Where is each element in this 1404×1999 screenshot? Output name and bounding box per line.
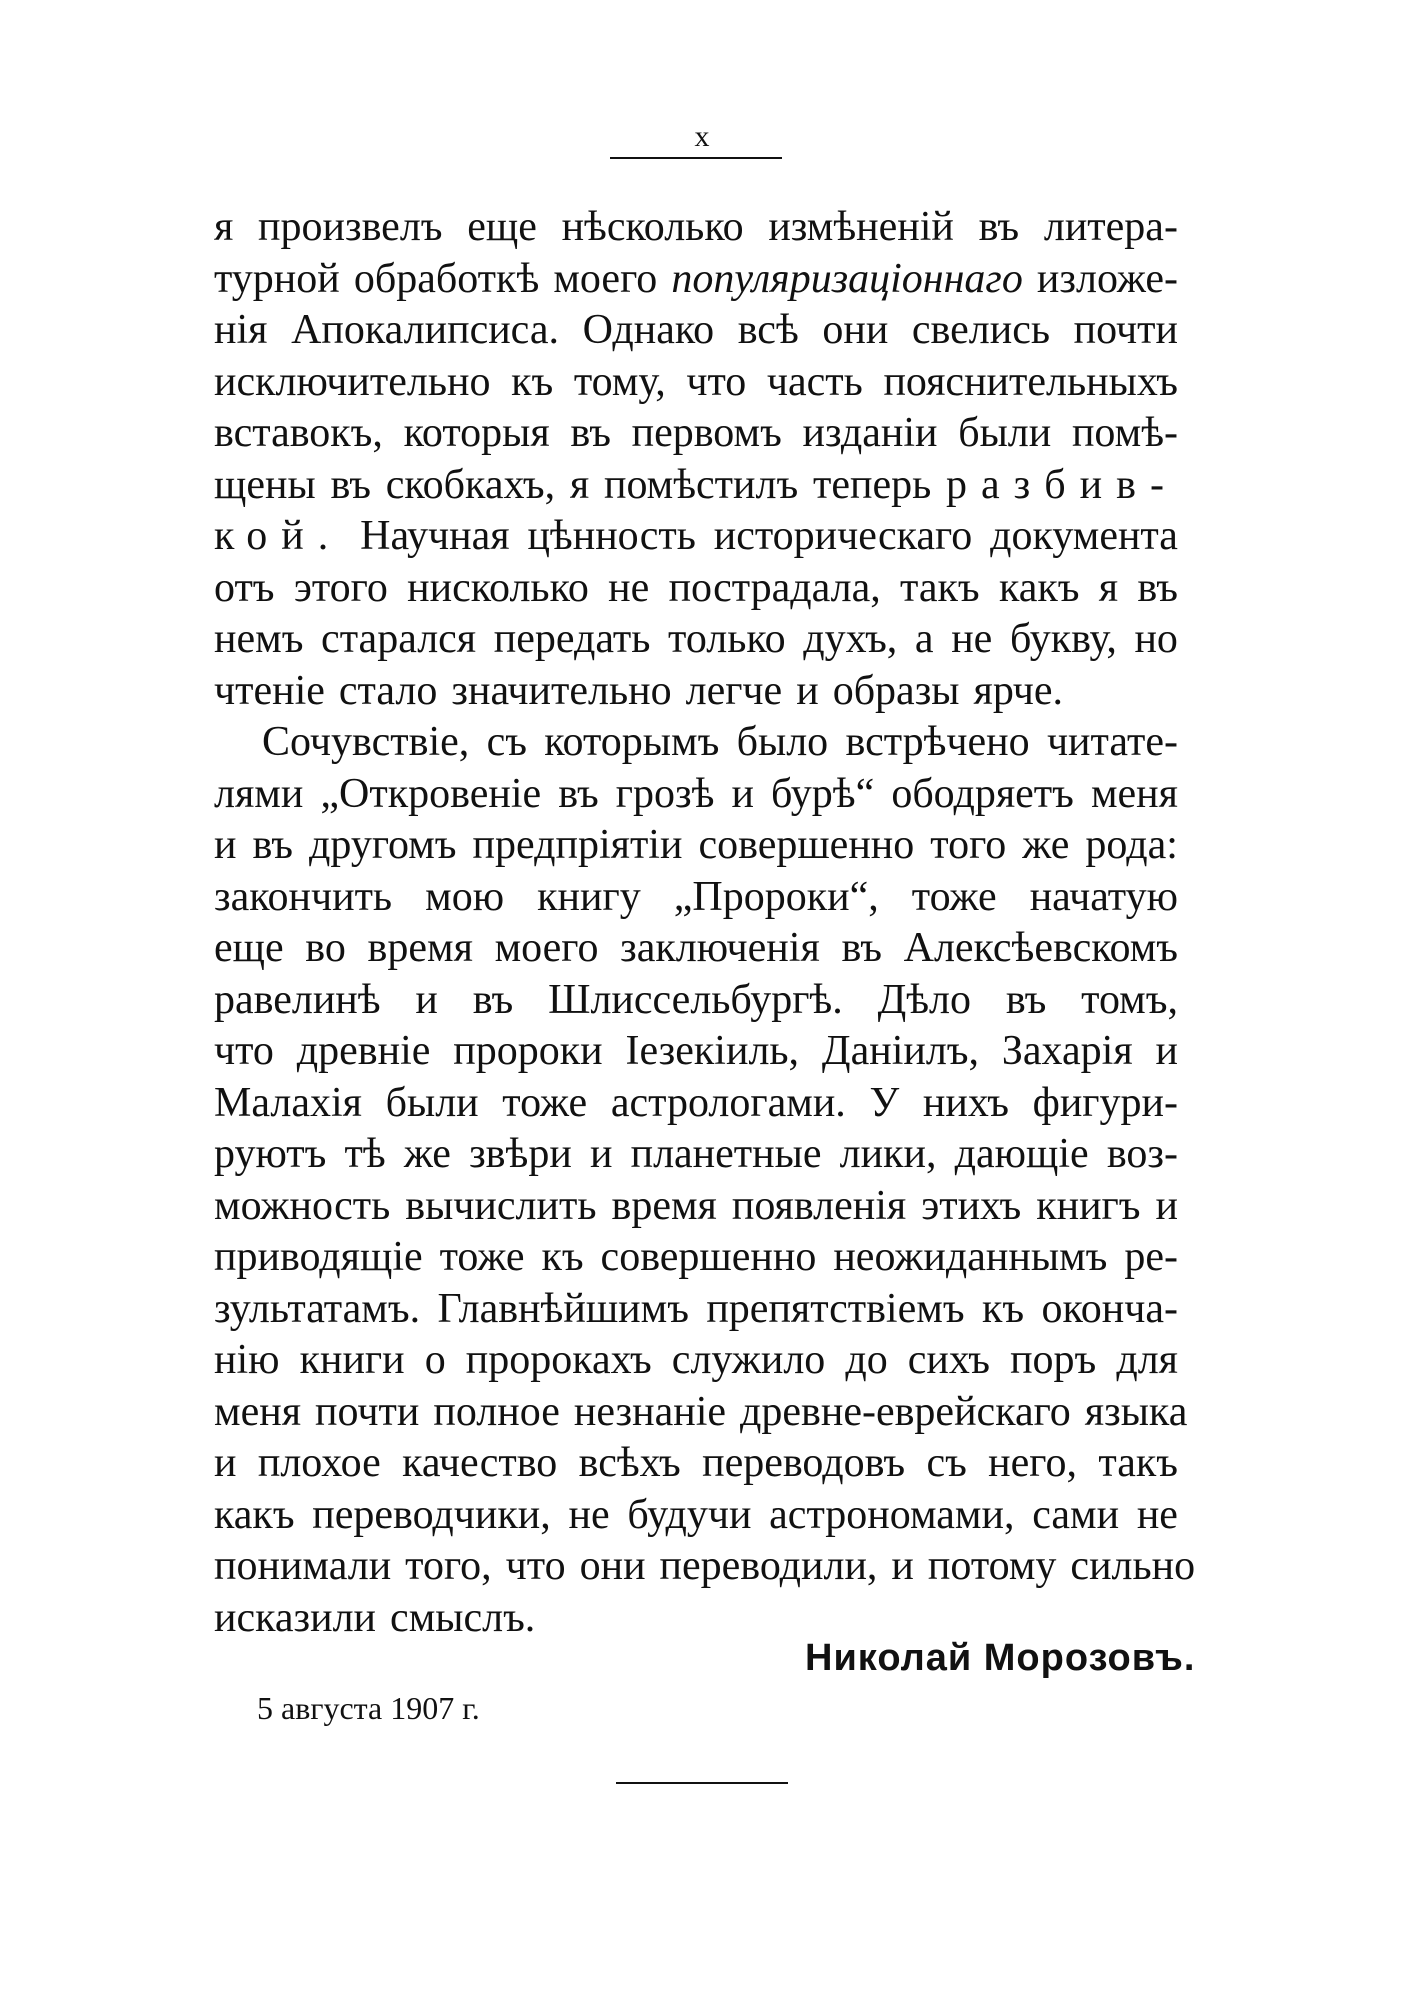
text-line — [214, 614, 1178, 666]
text-word: исключительно — [214, 358, 491, 405]
text-word: читате- — [1046, 719, 1178, 765]
text-word: меня — [1090, 770, 1178, 817]
text-word: моего — [494, 925, 599, 971]
text-word: зультатамъ. — [214, 1285, 421, 1332]
text-word: можность — [214, 1182, 391, 1229]
text-word: переводчики, — [312, 1491, 551, 1538]
text-word: моего — [553, 255, 658, 302]
text-word: препятствіемъ — [706, 1285, 965, 1332]
text-word: образы — [832, 667, 960, 714]
text-word: Сочувствіе, — [262, 719, 470, 765]
text-word: же — [403, 1131, 451, 1177]
text-word: цѣнность — [527, 513, 696, 559]
text-word: измѣненій — [768, 204, 954, 250]
text-word: меня — [214, 1388, 302, 1435]
text-word: что — [214, 1028, 274, 1074]
text-word: воз- — [1106, 1131, 1178, 1177]
text-word: томъ, — [1081, 976, 1178, 1023]
text-line — [214, 1181, 1178, 1233]
text-word: заключенія — [620, 925, 820, 971]
text-word: что — [505, 1543, 566, 1589]
text-word: турной — [214, 255, 340, 302]
text-word: качество — [402, 1440, 558, 1486]
text-word: скобкахъ, — [385, 461, 556, 508]
text-line — [214, 408, 1178, 460]
text-word: него, — [988, 1440, 1077, 1486]
text-word: поръ — [1010, 1337, 1097, 1383]
text-word: вставокъ, — [214, 410, 383, 456]
text-word: Шлиссельбургѣ. — [548, 976, 843, 1023]
text-word: того — [930, 822, 1007, 868]
text-word: служило — [671, 1337, 826, 1383]
text-word: для — [1116, 1337, 1178, 1383]
text-word: планетные — [630, 1131, 822, 1177]
text-word: пострадала, — [668, 564, 881, 611]
text-word: рода: — [1085, 822, 1178, 868]
top-rule — [610, 157, 782, 159]
text-word: къ — [511, 358, 554, 405]
text-word: этого — [293, 564, 388, 611]
text-word: свелись — [911, 307, 1050, 353]
text-word: не — [1136, 1491, 1178, 1538]
text-word: древне-еврейскаго — [740, 1388, 1071, 1435]
text-word: астрологами. — [610, 1079, 846, 1126]
text-word: лями — [214, 770, 304, 817]
text-word: къ — [981, 1285, 1025, 1332]
text-word: плохое — [257, 1440, 381, 1486]
text-word: нисколько — [407, 564, 589, 611]
text-word: немъ — [214, 616, 304, 662]
text-word: еще — [214, 925, 284, 971]
text-word: нихъ — [922, 1079, 1009, 1126]
text-word: и — [891, 1543, 914, 1589]
text-line — [214, 305, 1178, 357]
text-word: первомъ — [631, 410, 782, 456]
text-word: почти — [1073, 307, 1178, 353]
text-word: и — [589, 1131, 613, 1177]
text-word: во — [305, 925, 346, 971]
text-word: теперь — [812, 461, 932, 508]
text-word: которыя — [403, 410, 550, 456]
text-word: Малахія — [214, 1079, 362, 1126]
text-word: помѣ- — [1071, 410, 1178, 456]
text-word: которымъ — [544, 719, 720, 765]
text-word: нія — [214, 307, 268, 353]
text-word: въ — [841, 925, 882, 971]
text-word: начатую — [1029, 873, 1178, 920]
text-line — [214, 1026, 1178, 1078]
text-word: Захарія — [1001, 1028, 1133, 1074]
text-word: я — [1098, 564, 1119, 611]
text-word: Апокалипсиса. — [291, 307, 559, 353]
text-word: какъ — [998, 564, 1080, 611]
text-word: и — [1155, 1028, 1178, 1074]
text-word: изложе- — [1036, 255, 1178, 302]
text-word: время — [367, 925, 473, 971]
text-word: этихъ — [921, 1182, 1022, 1229]
text-word: „Пророки“, — [673, 873, 879, 920]
text-word: Научная — [360, 513, 510, 559]
text-word: мою — [425, 873, 505, 920]
text-line — [214, 1284, 1178, 1336]
text-word: незнаніе — [573, 1388, 727, 1435]
text-word: и — [214, 1440, 237, 1486]
text-word: документа — [990, 513, 1178, 559]
text-word: въ — [1005, 976, 1047, 1023]
text-word: нѣсколько — [561, 204, 744, 250]
text-word: Алексѣевскомъ — [903, 925, 1178, 971]
text-line — [214, 511, 1178, 563]
text-word: въ — [570, 410, 611, 456]
text-word: У — [869, 1079, 900, 1126]
text-word: въ — [558, 770, 599, 817]
text-line — [214, 1129, 1178, 1181]
text-word: Даніилъ, — [821, 1028, 980, 1074]
page-number: x — [694, 120, 710, 153]
text-word: совершенно — [600, 1234, 817, 1280]
text-word: историческаго — [713, 513, 973, 559]
text-word: руютъ — [214, 1131, 327, 1177]
text-word: помѣстилъ — [603, 461, 799, 508]
text-word: изданіи — [802, 410, 938, 456]
text-word: чтеніе — [214, 667, 325, 714]
text-word: другомъ — [309, 822, 457, 868]
text-word: предпріятіи — [472, 822, 683, 868]
text-word: же — [1022, 822, 1070, 868]
text-word: а — [914, 616, 934, 662]
text-word: они — [579, 1543, 646, 1589]
text-word: я — [214, 204, 234, 250]
text-word: встрѣчено — [845, 719, 1030, 765]
text-line — [214, 460, 1178, 512]
text-word: древніе — [296, 1028, 431, 1074]
text-word: всѣхъ — [578, 1440, 681, 1486]
text-word: было — [736, 719, 829, 765]
text-word: старался — [321, 616, 477, 662]
text-word: тому, — [573, 358, 666, 405]
text-word: того, — [405, 1543, 492, 1589]
text-line — [214, 254, 1178, 306]
text-word: лики, — [839, 1131, 937, 1177]
text-word: о — [424, 1337, 446, 1383]
text-word: пояснительныхъ — [883, 358, 1178, 405]
text-word: такъ — [900, 564, 980, 611]
text-word: всѣ — [737, 307, 799, 353]
text-word: почти — [315, 1388, 420, 1435]
text-word: разбив- — [946, 461, 1178, 508]
text-word: тѣ — [344, 1131, 386, 1177]
text-line — [214, 923, 1178, 975]
text-word: букву, — [1009, 616, 1117, 662]
text-word: обработкѣ — [353, 255, 540, 302]
text-word: не — [568, 1491, 610, 1538]
text-word: въ — [330, 461, 371, 508]
text-word: къ — [541, 1234, 584, 1280]
text-word: ободряетъ — [891, 770, 1074, 817]
text-word: были — [958, 410, 1052, 456]
text-word: Іезекіиль, — [625, 1028, 800, 1074]
text-word: Дѣло — [877, 976, 971, 1023]
text-word: легче — [685, 667, 783, 714]
text-word: фигури- — [1032, 1079, 1178, 1126]
text-word: совершенно — [698, 822, 915, 868]
text-word: появленія — [731, 1182, 907, 1229]
text-word: въ — [252, 822, 294, 868]
text-word: въ — [472, 976, 514, 1023]
text-word: грозѣ — [615, 770, 715, 817]
body-text — [214, 202, 1196, 1644]
text-line — [214, 769, 1178, 821]
text-word: Главнѣйшимъ — [437, 1285, 689, 1332]
text-word: въ — [978, 204, 1020, 250]
text-word: что — [686, 358, 747, 405]
text-word: сильно — [1070, 1543, 1196, 1589]
text-word: не — [608, 564, 650, 611]
text-word: такъ — [1098, 1440, 1178, 1486]
text-word: до — [845, 1337, 888, 1383]
text-line — [214, 666, 1178, 718]
text-line — [214, 202, 1178, 254]
text-word: произвелъ — [258, 204, 443, 250]
text-word: съ — [486, 719, 527, 765]
text-word: пророкахъ — [465, 1337, 652, 1383]
text-word: книгу — [537, 873, 641, 920]
text-word: понимали — [214, 1543, 392, 1589]
text-word: Однако — [582, 307, 715, 353]
text-word: и — [214, 822, 237, 868]
text-line — [214, 357, 1178, 409]
text-word: я — [569, 461, 590, 508]
bottom-rule — [616, 1782, 788, 1784]
text-word: стало — [338, 667, 438, 714]
text-word: тоже — [502, 1079, 588, 1126]
text-word: духъ, — [803, 616, 898, 662]
text-word: въ — [1137, 564, 1178, 611]
text-line — [214, 1490, 1178, 1542]
text-word: съ — [926, 1440, 967, 1486]
text-word: полное — [433, 1388, 560, 1435]
text-line — [214, 820, 1178, 872]
text-word: дающіе — [954, 1131, 1089, 1177]
text-word: щены — [214, 461, 316, 508]
text-word: значительно — [451, 667, 672, 714]
text-word: пророки — [453, 1028, 603, 1074]
text-word: неожиданнымъ — [833, 1234, 1108, 1280]
author-signature: Николай Морозовъ. — [805, 1637, 1196, 1679]
text-word: нію — [214, 1337, 280, 1383]
text-line — [214, 872, 1178, 924]
text-word: смыслъ. — [390, 1594, 536, 1641]
text-word: и — [1155, 1182, 1178, 1229]
text-word: будучи — [627, 1491, 752, 1538]
text-word: популяризаціоннаго — [671, 255, 1023, 302]
text-word: и — [415, 976, 438, 1023]
text-line — [214, 563, 1178, 615]
text-word: книги — [299, 1337, 405, 1383]
text-word: часть — [766, 358, 863, 405]
text-word: литера- — [1043, 204, 1178, 250]
text-word: звѣри — [469, 1131, 572, 1177]
text-word: приводящіе — [214, 1234, 423, 1280]
text-word: тоже — [911, 873, 997, 920]
text-word: отъ — [214, 564, 275, 611]
text-word: тоже — [439, 1234, 525, 1280]
text-word: только — [668, 616, 786, 662]
text-word: переводили, — [659, 1543, 878, 1589]
text-word: оконча- — [1041, 1285, 1178, 1332]
text-word: сами — [1032, 1491, 1120, 1538]
text-word: языка — [1084, 1388, 1188, 1435]
text-word: были — [385, 1079, 479, 1126]
text-word: время — [611, 1182, 717, 1229]
text-line — [214, 1078, 1178, 1130]
text-word: бурѣ“ — [771, 770, 875, 817]
text-line — [214, 1232, 1178, 1284]
text-word: не — [951, 616, 993, 662]
text-line — [214, 1387, 1188, 1439]
text-word: еще — [467, 204, 537, 250]
text-word: сихъ — [907, 1337, 991, 1383]
text-line — [214, 1541, 1196, 1593]
text-word: какъ — [214, 1491, 295, 1538]
text-word: исказили — [214, 1594, 377, 1641]
text-word: равелинѣ — [214, 976, 381, 1023]
text-word: передать — [493, 616, 651, 662]
text-word: но — [1134, 616, 1178, 662]
text-word: „Откровеніе — [320, 770, 542, 817]
text-word: кой. — [214, 513, 343, 559]
date-line: 5 августа 1907 г. — [257, 1690, 480, 1726]
text-line — [214, 1438, 1178, 1490]
text-line — [214, 975, 1178, 1027]
text-word: они — [822, 307, 889, 353]
text-word: и — [796, 667, 819, 714]
text-word: переводовъ — [702, 1440, 906, 1486]
text-word: потому — [927, 1543, 1057, 1589]
text-word: книгъ — [1036, 1182, 1141, 1229]
text-word: закончить — [214, 873, 393, 920]
text-word: астрономами, — [769, 1491, 1015, 1538]
text-line — [214, 717, 1178, 769]
text-word: вычислить — [405, 1182, 597, 1229]
text-word: и — [731, 770, 754, 817]
text-line — [214, 1335, 1178, 1387]
text-word: ярче. — [973, 667, 1064, 714]
text-word: ре- — [1124, 1234, 1178, 1280]
